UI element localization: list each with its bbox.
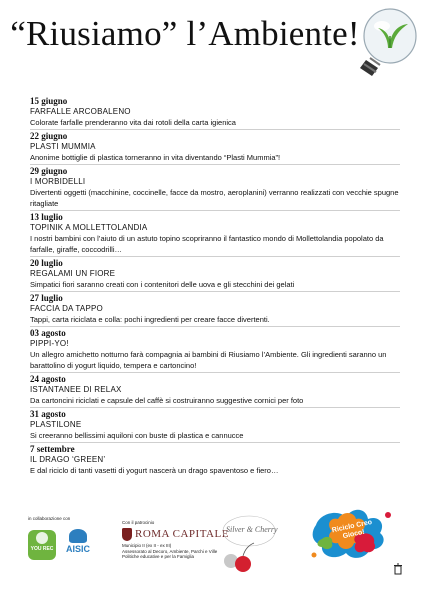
event-name: TOPINIK A MOLLETTOLANDIA xyxy=(30,223,148,232)
silver-cherry-logo xyxy=(222,515,302,575)
event-entry xyxy=(30,409,400,441)
event-date: 27 luglio xyxy=(30,293,63,303)
event-description: Un allegro amichetto notturno farà compagnia ai bambini di Riusiamo l’Ambiente. Gli ingredienti saranno un barattolino di yogurt liquido, tempera e cartoncino! xyxy=(30,350,387,370)
trash-bin-icon xyxy=(393,563,403,575)
event-name: FACCIA DA TAPPO xyxy=(30,304,103,313)
yourec-logo xyxy=(28,530,56,560)
aisic-emblem-icon xyxy=(69,529,87,543)
event-entry xyxy=(30,328,400,371)
event-description: I nostri bambini con l’aiuto di un astuto topino scopriranno il fantastico mondo di Mollettolandia popolato da farfalle, giraffe, coccodrilli… xyxy=(30,234,384,254)
event-entry xyxy=(30,293,400,325)
divider xyxy=(30,442,400,443)
splash-logo-text: Riciclo Creo Gioco! xyxy=(331,518,373,541)
event-description: Divertenti oggetti (macchinine, coccinelle, facce da mostro, aeroplanini) verranno realizzati con vecchie spugne ritagliate xyxy=(30,188,399,208)
patronage-label: Con il patrocinio xyxy=(122,520,155,525)
yourec-logo-text: YOU REC xyxy=(30,546,54,552)
event-name: ISTANTANEE DI RELAX xyxy=(30,385,122,394)
divider xyxy=(30,372,400,373)
divider xyxy=(30,326,400,327)
page-title: “Riusiamo” l’Ambiente! xyxy=(10,14,360,53)
event-date: 13 luglio xyxy=(30,212,63,222)
event-name: IL DRAGO ‘GREEN’ xyxy=(30,455,106,464)
recycle-icon xyxy=(36,532,48,544)
event-description: Colorate farfalle prenderanno vita dai rotoli della carta igienica xyxy=(30,118,236,127)
event-description: E dal riciclo di tanti vasetti di yogurt nascerà un drago spaventoso e fiero… xyxy=(30,466,279,475)
event-description: Da cartoncini riciclati e capsule del caffè si costruiranno suggestive cornici per foto xyxy=(30,396,304,405)
event-description: Anonime bottiglie di plastica torneranno in vita diventando “Plasti Mummia”! xyxy=(30,153,281,162)
sponsors-footer xyxy=(0,505,424,600)
event-description: Si creeranno bellissimi aquiloni con buste di plastica e cannucce xyxy=(30,431,244,440)
collaboration-label: in collaborazione con xyxy=(28,516,71,521)
event-description: Simpatici fiori saranno creati con i contenitori delle uova e gli stecchini dei gelati xyxy=(30,280,295,289)
event-schedule xyxy=(30,96,400,476)
event-entry xyxy=(30,444,400,476)
municipio-text: Municipio II (ex II - ex III) Assessorato al Decoro, Ambiente, Parchi e Ville Politiche educative e per la Famiglia xyxy=(122,543,218,559)
divider xyxy=(30,164,400,165)
roma-crest-icon xyxy=(122,528,132,541)
event-date: 20 luglio xyxy=(30,258,63,268)
roma-capitale-logo-text: ROMA CAPITALE xyxy=(135,528,229,540)
event-name: PIPPI-YO! xyxy=(30,339,69,348)
divider xyxy=(30,256,400,257)
event-date: 7 settembre xyxy=(30,444,75,454)
event-date: 15 giugno xyxy=(30,96,68,106)
event-entry xyxy=(30,131,400,163)
divider xyxy=(30,291,400,292)
event-name: I MORBIDELLI xyxy=(30,177,86,186)
divider xyxy=(30,129,400,130)
event-date: 24 agosto xyxy=(30,374,66,384)
aisic-logo-text: AISIC xyxy=(65,544,90,554)
lightbulb-plant-icon xyxy=(352,2,422,80)
event-entry xyxy=(30,374,400,406)
event-name: PLASTILONE xyxy=(30,420,82,429)
event-entry xyxy=(30,258,400,290)
divider xyxy=(30,210,400,211)
aisic-logo xyxy=(62,529,94,562)
event-date: 22 giugno xyxy=(30,131,68,141)
event-entry xyxy=(30,166,400,209)
event-name: PLASTI MUMMIA xyxy=(30,142,96,151)
event-entry xyxy=(30,212,400,255)
event-name: REGALAMI UN FIORE xyxy=(30,269,116,278)
event-description: Tappi, carta riciclata e colla: pochi ingredienti per creare facce divertenti. xyxy=(30,315,270,324)
event-date: 03 agosto xyxy=(30,328,66,338)
silver-cherry-logo-text: Silver & Cherry xyxy=(226,525,278,534)
divider xyxy=(30,407,400,408)
event-date: 31 agosto xyxy=(30,409,66,419)
cherry-icon xyxy=(222,515,302,575)
event-date: 29 giugno xyxy=(30,166,68,176)
event-name: FARFALLE ARCOBALENO xyxy=(30,107,131,116)
event-entry xyxy=(30,96,400,128)
